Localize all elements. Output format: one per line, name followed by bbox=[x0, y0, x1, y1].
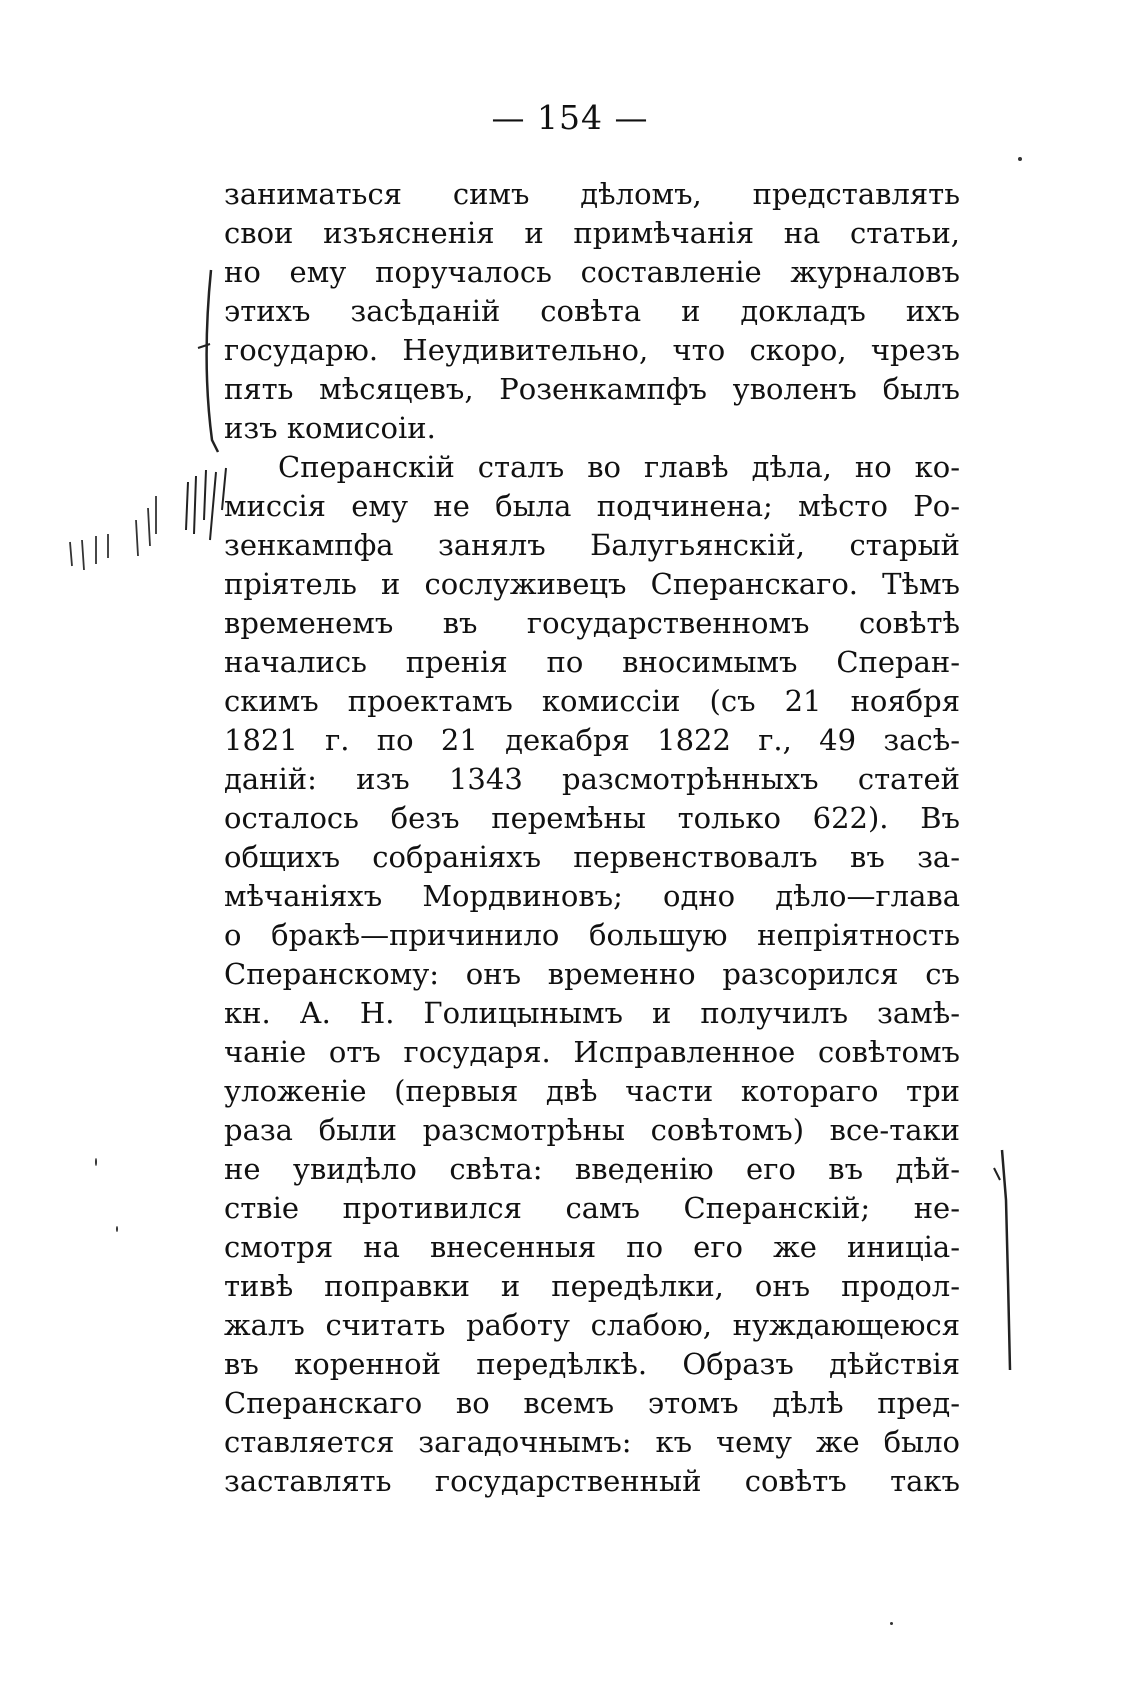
right-margin-tick bbox=[994, 1168, 1000, 1180]
text-line: общихъ собраніяхъ первенствовалъ въ за- bbox=[224, 840, 960, 874]
text-line: уложеніе (первыя двѣ части котораго три bbox=[224, 1074, 960, 1108]
text-line: этихъ засѣданій совѣта и докладъ ихъ bbox=[224, 294, 960, 328]
page-number: — 154 — bbox=[491, 98, 649, 137]
left-margin-hatch-outer bbox=[70, 496, 156, 570]
text-line: ставляется загадочнымъ: къ чему же было bbox=[224, 1425, 960, 1459]
text-line: даній: изъ 1343 разсмотрѣнныхъ статей bbox=[224, 762, 960, 796]
text-line: миссія ему не была подчинена; мѣсто Ро- bbox=[224, 489, 960, 523]
text-line: ствіе противился самъ Сперанскій; не- bbox=[224, 1191, 960, 1225]
text-line: въ коренной передѣлкѣ. Образъ дѣйствія bbox=[224, 1347, 960, 1381]
left-margin-bracket bbox=[207, 270, 218, 452]
text-line: но ему поручалось составленіе журналовъ bbox=[224, 255, 960, 289]
left-margin-tick bbox=[198, 344, 210, 348]
speck bbox=[1018, 157, 1022, 161]
text-line: пріятель и сослуживецъ Сперанскаго. Тѣмъ bbox=[224, 567, 960, 601]
left-margin-hatch bbox=[186, 468, 226, 540]
text-line: временемъ въ государственномъ совѣтѣ bbox=[224, 606, 960, 640]
text-line: мѣчаніяхъ Мордвиновъ; одно дѣло—глава bbox=[224, 879, 960, 913]
right-margin-bar bbox=[1002, 1150, 1010, 1370]
text-line: зенкампфа занялъ Балугьянскій, старый bbox=[224, 528, 960, 562]
text-line: государю. Неудивительно, что скоро, чрезъ bbox=[224, 333, 960, 367]
text-line: раза были разсмотрѣны совѣтомъ) все-таки bbox=[224, 1113, 960, 1147]
text-line: Сперанскому: онъ временно разсорился съ bbox=[224, 957, 960, 991]
body-text bbox=[224, 175, 960, 1501]
text-line: свои изъясненія и примѣчанія на статьи, bbox=[224, 216, 960, 250]
text-line: Сперанскій сталъ во главѣ дѣла, но ко- bbox=[278, 450, 960, 484]
speck bbox=[116, 1226, 118, 1232]
text-line: о бракѣ—причинило большую непріятность bbox=[224, 918, 960, 952]
speck bbox=[890, 1622, 893, 1625]
text-line: тивѣ поправки и передѣлки, онъ продол- bbox=[224, 1269, 960, 1303]
text-line: осталось безъ перемѣны только 622). Въ bbox=[224, 801, 960, 835]
text-line: смотря на внесенныя по его же иниціа- bbox=[224, 1230, 960, 1264]
text-line: Сперанскаго во всемъ этомъ дѣлѣ пред- bbox=[224, 1386, 960, 1420]
speck bbox=[95, 1158, 97, 1166]
text-line: изъ комисоіи. bbox=[224, 411, 436, 445]
text-line: заставлять государственный совѣтъ такъ bbox=[224, 1464, 960, 1498]
text-line: пять мѣсяцевъ, Розенкампфъ уволенъ былъ bbox=[224, 372, 960, 406]
text-line: не увидѣло свѣта: введенію его въ дѣй- bbox=[224, 1152, 960, 1186]
text-line: скимъ проектамъ комиссіи (съ 21 ноября bbox=[224, 684, 960, 718]
text-line: 1821 г. по 21 декабря 1822 г., 49 засѣ- bbox=[224, 723, 960, 757]
text-line: жалъ считать работу слабою, нуждающеюся bbox=[224, 1308, 960, 1342]
text-line: начались пренія по вносимымъ Сперан- bbox=[224, 645, 960, 679]
text-line: кн. А. Н. Голицынымъ и получилъ замѣ- bbox=[224, 996, 960, 1030]
text-line: заниматься симъ дѣломъ, представлять bbox=[224, 177, 960, 211]
text-line: чаніе отъ государя. Исправленное совѣтомъ bbox=[224, 1035, 960, 1069]
